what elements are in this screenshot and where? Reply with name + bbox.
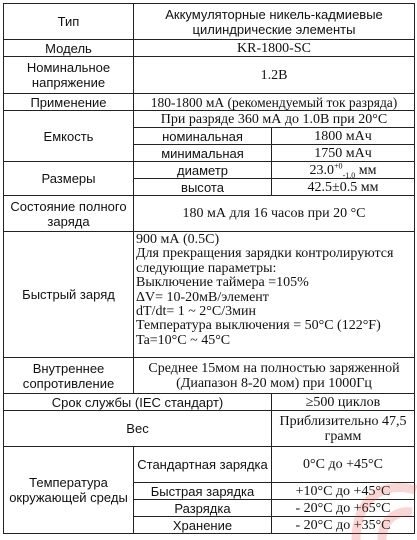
resistance-label: Внутреннее сопротивление <box>4 358 134 394</box>
voltage-value: 1.2В <box>134 57 415 94</box>
service-life-value: ≥500 циклов <box>272 394 415 411</box>
ambient-item-label: Хранение <box>134 517 272 534</box>
fast-charge-value: 900 мА (0.5С) Для прекращения зарядки контролируются следующие параметры: Выключение таймера =105% ΔV= 10-20мВ/элемент dT/dt= 1 ~ 2°С/3мин Температура выключения = 50°С (122°F) Ta=10°C ~ 45°С <box>134 232 415 358</box>
row-application <box>4 94 415 111</box>
ambient-item-label: Быстрая зарядка <box>134 483 272 500</box>
row-ambient-standard <box>4 447 415 483</box>
row-type <box>4 4 415 40</box>
capacity-nominal-value: 1800 мАч <box>272 128 415 145</box>
ambient-label: Температура окружающей среды <box>4 447 134 534</box>
height-label: высота <box>134 179 272 196</box>
row-resistance <box>4 358 415 394</box>
ambient-item-value: 0°С до +45°С <box>272 447 415 483</box>
row-fast-charge <box>4 232 415 358</box>
application-value: 180-1800 мА (рекомендуемый ток разряда) <box>134 94 415 111</box>
diameter-tol-minus: -1.0 <box>342 170 356 179</box>
model-label: Модель <box>4 40 134 57</box>
ambient-item-label: Разрядка <box>134 500 272 517</box>
row-service-life <box>4 394 415 411</box>
type-value: Аккумуляторные никель-кадмиевые цилиндрические элементы <box>134 4 415 40</box>
height-value: 42.5±0.5 мм <box>272 179 415 196</box>
row-weight <box>4 411 415 447</box>
diameter-value-cell <box>272 162 415 179</box>
application-label: Применение <box>4 94 134 111</box>
capacity-minimal-label: минимальная <box>134 145 272 162</box>
ambient-item-value: - 20°С до +35°С <box>272 517 415 534</box>
capacity-nominal-label: номинальная <box>134 128 272 145</box>
resistance-value: Среднее 15мом на полностью заряженной (Диапазон 8-20 мом) при 1000Гц <box>134 358 415 394</box>
diameter-unit: мм <box>355 162 377 178</box>
capacity-minimal-value: 1750 мАч <box>272 145 415 162</box>
service-life-label: Срок службы (IEC стандарт) <box>4 394 272 411</box>
row-capacity-condition <box>4 111 415 128</box>
full-charge-label: Состояние полного заряда <box>4 196 134 232</box>
row-model <box>4 40 415 57</box>
voltage-label: Номинальное напряжение <box>4 57 134 94</box>
ambient-item-value: - 20°С до +65°С <box>272 500 415 517</box>
fast-charge-label: Быстрый заряд <box>4 232 134 358</box>
spec-table <box>3 3 415 534</box>
ambient-item-label: Стандартная зарядка <box>134 447 272 483</box>
diameter-label: диаметр <box>134 162 272 179</box>
full-charge-value: 180 мА для 16 часов при 20 °С <box>134 196 415 232</box>
ambient-item-value: +10°С до +45°С <box>272 483 415 500</box>
row-voltage <box>4 57 415 94</box>
diameter-value: 23.0 <box>309 162 335 178</box>
capacity-label: Емкость <box>4 111 134 162</box>
dimensions-label: Размеры <box>4 162 134 196</box>
model-value: KR-1800-SC <box>134 40 415 57</box>
capacity-condition: При разряде 360 мА до 1.0В при 20°С <box>134 111 415 128</box>
type-label: Тип <box>4 4 134 40</box>
row-full-charge <box>4 196 415 232</box>
weight-value: Приблизительно 47,5 грамм <box>272 411 415 447</box>
diameter-tol-plus: +0 <box>334 161 343 170</box>
weight-label: Вес <box>4 411 272 447</box>
row-dimensions-diameter <box>4 162 415 179</box>
